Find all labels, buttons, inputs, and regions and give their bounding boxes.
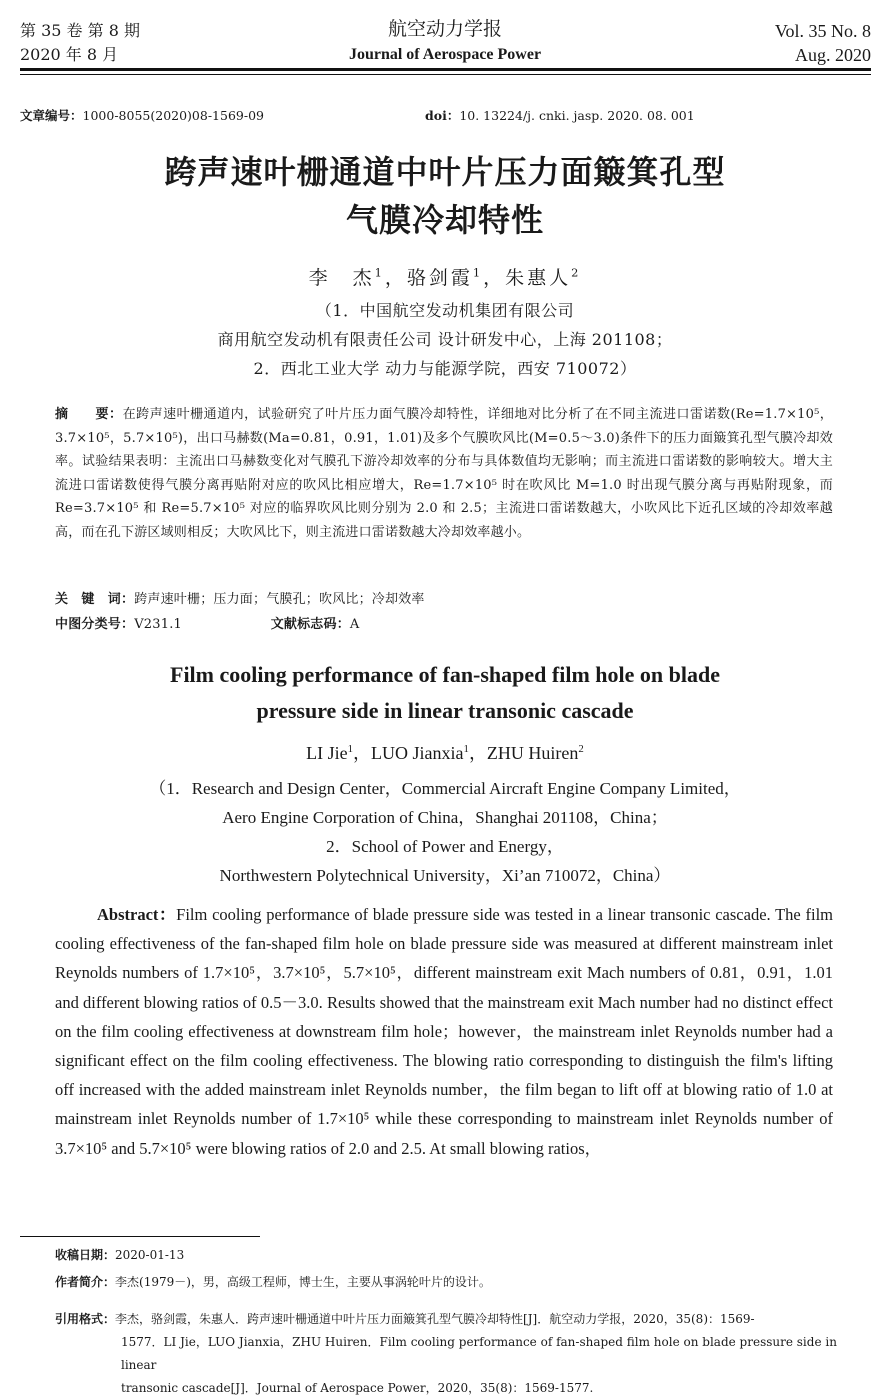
abstract-cn-label: 摘 要： <box>55 407 123 422</box>
cite-line2: 1577．LI Jie，LUO Jianxia，ZHU Huiren．Film cooling performance of fan-shaped film hole on blade pressure side in linear <box>121 1335 837 1372</box>
cite-line3: transonic cascade[J]．Journal of Aerospace Power，2020，35(8)：1569-1577. <box>121 1381 594 1395</box>
bio-value: 李杰(1979－)，男，高级工程师，博士生，主要从事涡轮叶片的设计。 <box>115 1275 491 1289</box>
author-cn-1: 李 杰 <box>308 267 375 289</box>
cite-line1-text: 李杰，骆剑霞，朱惠人．跨声速叶栅通道中叶片压力面簸箕孔型气膜冷却特性[J]．航空动力学报，2020，35(8)：1569- <box>115 1312 755 1326</box>
abstract-en-label: Abstract： <box>97 905 177 924</box>
issue-volume-en: Vol. 35 No. 8 <box>774 21 871 41</box>
affiliation-en-line3: 2．School of Power and Energy， <box>326 837 564 856</box>
author-en-1: LI Jie <box>306 743 348 763</box>
author-bio <box>55 1270 875 1294</box>
article-number-label: 文章编号： <box>20 108 83 123</box>
author-cn-3-sup: 2 <box>571 265 582 280</box>
abstract-cn-text: 在跨声速叶栅通道内，试验研究了叶片压力面气膜冷却特性，详细地对比分析了在不同主流进口雷诺数(Re=1.7×10⁵，3.7×10⁵，5.7×10⁵)，出口马赫数(Ma=0.81，0.91，1.01)及多个气膜吹风比(M=0.5～3.0)条件下的压力面簸箕孔型气膜冷却效率。试验结果表明：主流出口马赫数变化对气膜孔下游冷却效率的分布与具体数值均无影响；而主流进口雷诺数的影响较大。增大主流进口雷诺数使得气膜分离再贴附对应的吹风比相应增大，Re=1.7×10⁵ 时在吹风比 M=1.0 时出现气膜分离与再贴附现象，而 Re=3.7×10⁵ 和 Re=5.7×10⁵ 对应的临界吹风比则分别为 2.0 和 2.5；主流进口雷诺数越大，小吹风比下近孔区域的冷却效率越高，而在孔下游区域则相反；大吹风比下，则主流进口雷诺数越大冷却效率越小。 <box>55 407 833 540</box>
abstract-en <box>55 900 833 1163</box>
header-rule-thick <box>20 68 871 71</box>
affiliation-en-line4: Northwestern Polytechnical University，Xi’an 710072，China） <box>219 866 671 885</box>
clc-label: 中图分类号： <box>55 617 135 632</box>
title-en-line1: Film cooling performance of fan-shaped film hole on blade <box>170 662 720 687</box>
citation <box>55 1308 875 1400</box>
keywords-cn-text: 跨声速叶栅；压力面；气膜孔；吹风比；冷却效率 <box>134 592 425 607</box>
journal-name-cn: 航空动力学报 <box>387 18 502 40</box>
author-en-1-sup: 1 <box>347 743 354 755</box>
affiliation-en-line1: （1．Research and Design Center，Commercial Aircraft Engine Company Limited， <box>149 779 741 798</box>
title-cn-line2: 气膜冷却特性 <box>345 201 544 239</box>
affiliation-en-line2: Aero Engine Corporation of China，Shanghai 201108，China； <box>222 808 668 827</box>
issue-date-cn: 2020 年 8 月 <box>20 45 119 64</box>
doc-code-value: A <box>349 617 360 632</box>
author-en-3: ，ZHU Huiren <box>468 743 579 763</box>
author-cn-2-sup: 1 <box>472 265 484 280</box>
author-en-2: ，LUO Jianxia <box>353 743 464 763</box>
affiliation-cn-line3: 2．西北工业大学 动力与能源学院，西安 710072） <box>253 359 637 378</box>
article-number-value: 1000-8055(2020)08-1569-09 <box>82 108 264 123</box>
citation-line1 <box>55 1308 875 1331</box>
received-date <box>55 1243 875 1267</box>
footnote-rule <box>20 1236 260 1237</box>
authors-cn <box>0 265 890 291</box>
issue-volume-cn: 第 35 卷 第 8 期 <box>20 21 140 40</box>
clc-value: V231.1 <box>134 617 183 632</box>
title-cn-line1: 跨声速叶栅通道中叶片压力面簸箕孔型 <box>164 153 726 191</box>
doi-value: 10. 13224/j. cnki. jasp. 2020. 08. 001 <box>459 108 695 123</box>
keywords-cn-label: 关 键 词： <box>55 592 135 607</box>
received-label: 收稿日期： <box>55 1248 116 1262</box>
doi <box>425 107 695 125</box>
journal-name-en: Journal of Aerospace Power <box>348 46 542 63</box>
affiliation-cn-line2: 商用航空发动机有限责任公司 设计研发中心，上海 201108； <box>217 330 673 349</box>
author-cn-1-sup: 1 <box>374 265 385 280</box>
author-cn-2: ，骆剑霞 <box>384 267 473 289</box>
abstract-cn <box>55 403 833 544</box>
cite-label: 引用格式： <box>55 1312 116 1326</box>
authors-en <box>0 741 890 765</box>
article-number <box>20 107 264 125</box>
keywords-cn <box>55 588 833 612</box>
doi-label: doi： <box>425 108 460 123</box>
header-rule-thin <box>20 74 871 75</box>
issue-date-en: Aug. 2020 <box>795 45 871 65</box>
title-en-line2: pressure side in linear transonic cascade <box>256 698 634 723</box>
author-en-3-sup: 2 <box>578 743 584 755</box>
classification-row <box>55 613 833 637</box>
bio-label: 作者简介： <box>55 1275 116 1289</box>
received-value: 2020-01-13 <box>115 1248 185 1262</box>
author-cn-3: ，朱惠人 <box>483 267 572 289</box>
affiliation-cn-line1: （1．中国航空发动机集团有限公司 <box>315 301 575 320</box>
author-en-2-sup: 1 <box>463 743 469 755</box>
abstract-en-text: Film cooling performance of blade pressure side was tested in a linear transonic cascade. The film cooling effectiveness of the fan-shaped film hole on blade pressure side was measured at different mainstream inlet Reynolds numbers of 1.7×10⁵，3.7×10⁵，5.7×10⁵，different mainstream exit Mach numbers of 0.81，0.91，1.01 and different blowing ratios of 0.5－3.0. Results showed that the mainstream exit Mach number had no distinct effect on the film cooling effectiveness at downstream film hole；however，the mainstream inlet Reynolds number had a significant effect on the film cooling effectiveness. The blowing ratio corresponding to distinguish the film's lifting off increased with the added mainstream inlet Reynolds number，the film began to lift off at blowing ratio of 1.0 at mainstream inlet Reynolds number of 1.7×10⁵ while these corresponding to mainstream inlet Reynolds number of 3.7×10⁵ and 5.7×10⁵ were blowing ratios of 2.0 and 2.5. At small blowing ratios， <box>55 905 833 1158</box>
doc-code-label: 文献标志码： <box>270 617 350 632</box>
